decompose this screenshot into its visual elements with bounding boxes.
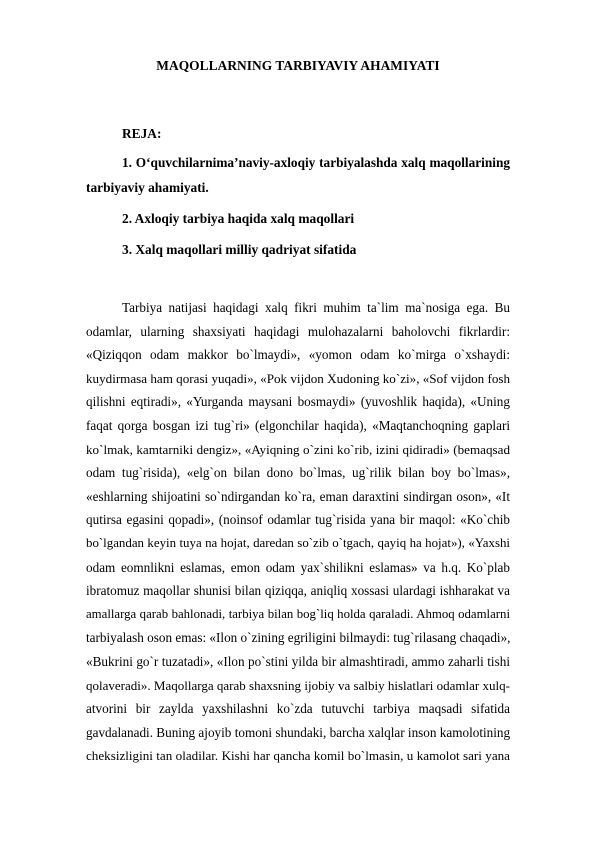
body-line: odam eomnlikni eslamas, emon odam yax`shilikni eslamas» va h.q. Ko`plab: [86, 559, 510, 575]
body-line: qilishni eqtiradi», «Yurganda maysani bosmaydi» (yuvoshlik haqida), «Uning: [86, 394, 510, 410]
body-line: qolaveradi». Maqollarga qarab shaxsning ijobiy va salbiy hislatlari odamlar xulq-: [86, 677, 510, 693]
body-line: bo`lgandan keyin tuya na hojat, daredan so`zib o`tgach, qayiq ha hojat»), «Yaxshi: [86, 535, 510, 550]
body-line: gavdalanadi. Buning ajoyib tomoni shundaki, barcha xalqlar inson kamolotining: [86, 724, 511, 740]
body-line: odamlar, ularning shaxsiyati haqidagi mulohazalarni baholovchi fikrlardir:: [86, 323, 510, 339]
plan-item-3-text: 3. Xalq maqollari milliy qadriyat sifatida: [122, 242, 357, 257]
body-line: atvorini bir zaylda yaxshilashni ko`zda tutuvchi tarbiya maqsadi sifatida: [86, 701, 510, 717]
body-line: ko`lmak, kamtarniki dengiz», «Ayiqning o`zini ko`rib, izini qidiradi» (bemaqsad: [86, 441, 510, 457]
body-line: «Bukrini go`r tuzatadi», «Ilon po`stini yilda bir almashtiradi, ammo zaharli tishi: [86, 653, 510, 669]
body-line: Tarbiya natijasi haqidagi xalq fikri muhim ta`lim ma`nosiga ega. Bu: [122, 300, 510, 315]
body-line: ibratomuz maqollar shunisi bilan qiziqqa, aniqliq xossasi ulardagi ishharakat va: [86, 583, 510, 599]
body-line: faqat qorga bosgan izi tug`ri» (elgonchilar haqida), «Maqtanchoqning gaplari: [86, 417, 510, 433]
plan-item-1-line-1: 1. O‘quvchilarnima’naviy-axloqiy tarbiyalashda xalq maqollarining: [122, 155, 510, 170]
body-paragraph: [86, 296, 510, 768]
plan-item-1: [86, 150, 510, 200]
plan-item-2: [86, 206, 510, 231]
plan-item-2-text: 2. Axloqiy tarbiya haqida xalq maqollari: [122, 211, 355, 226]
plan-section: [86, 121, 510, 146]
body-line: cheksizligini tan oladilar. Kishi har qancha komil bo`lmasin, u kamolot sari yana: [86, 748, 510, 764]
body-line: «eshlarning shijoatini so`ndirgandan ko`ra, eman daraxtini sindirgan oson», «It: [86, 488, 510, 504]
body-line: tarbiyalash oson emas: «Ilon o`zining egriligini bilmaydi: tug`rilasang chaqadi»,: [86, 630, 511, 646]
document-title: MAQOLLARNING TARBIYAVIY AHAMIYATI: [156, 58, 440, 73]
body-line: odam tug`risida), «elg`on bilan dono bo`lmas, ug`rilik bilan boy bo`lmas»,: [86, 465, 510, 481]
body-line: kuydirmasa ham qorasi yuqadi», «Pok vijdon Xudoning ko`zi», «Sof vijdon fosh: [86, 370, 511, 386]
body-line: qutirsa egasini qopadi», (noinsof odamlar tug`risida yana bir maqol: «Ko`chib: [86, 512, 510, 528]
plan-heading: REJA:: [122, 126, 162, 141]
plan-item-1-line-2: tarbiyaviy ahamiyati.: [86, 180, 209, 195]
body-line: amallarga qarab bahlonadi, tarbiya bilan bog`liq holda qaraladi. Ahmoq odamlarni: [86, 606, 510, 621]
body-line: «Qiziqqon odam makkor bo`lmaydi», «yomon odam ko`mirga o`xshaydi:: [86, 347, 510, 363]
plan-item-3: [86, 237, 510, 262]
